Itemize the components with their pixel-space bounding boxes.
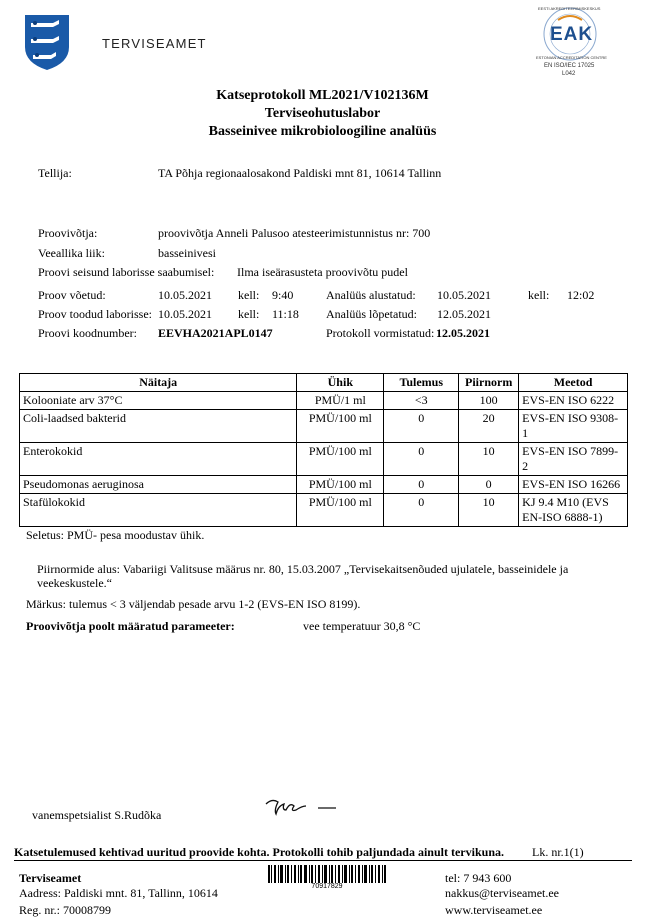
- eak-number: L042: [562, 71, 576, 77]
- markus-note: Märkus: tulemus < 3 väljendab pesade arvu 1-2 (EVS-EN ISO 8199).: [26, 597, 361, 611]
- footer-divider: [14, 860, 632, 861]
- lab-name: Terviseohutuslabor: [264, 106, 381, 121]
- parameter-label: Proovivõtja poolt määratud parameeter:: [26, 619, 235, 633]
- cell-meetod: KJ 9.4 M10 (EVS EN-ISO 6888-1): [519, 494, 628, 527]
- footer-address: Aadress: Paldiski mnt. 81, Tallinn, 10614: [19, 886, 218, 900]
- cell-meetod: EVS-EN ISO 6222: [519, 392, 628, 410]
- voetud-label: Proov võetud:: [38, 288, 106, 302]
- cell-tulemus: <3: [384, 392, 459, 410]
- cell-tulemus: 0: [384, 494, 459, 527]
- cell-meetod: EVS-EN ISO 9308-1: [519, 410, 628, 443]
- cell-naitaja: Kolooniate arv 37°C: [20, 392, 297, 410]
- header-naitaja: Näitaja: [20, 374, 297, 392]
- header-piirnorm: Piirnorm: [459, 374, 519, 392]
- table-row: [20, 392, 628, 410]
- alustatud-date: 10.05.2021: [437, 288, 491, 302]
- footer-reg: Reg. nr.: 70008799: [19, 903, 111, 917]
- lopetatud-label: Analüüs lõpetatud:: [326, 307, 417, 321]
- cell-piirnorm: 10: [459, 494, 519, 527]
- seisund-label: Proovi seisund laborisse saabumisel:: [38, 265, 215, 279]
- barcode-icon: [268, 865, 386, 883]
- seisund-value: Ilma iseärasusteta proovivõtu pudel: [237, 265, 408, 279]
- vormistatud-value: 12.05.2021: [436, 326, 490, 340]
- cell-piirnorm: 20: [459, 410, 519, 443]
- accreditation-logo: [524, 6, 616, 78]
- cell-naitaja: Coli-laadsed bakterid: [20, 410, 297, 443]
- vormistatud-label: Protokoll vormistatud:: [326, 326, 435, 340]
- toodud-date: 10.05.2021: [158, 307, 212, 321]
- footer-org: Terviseamet: [19, 871, 82, 885]
- voetud-date: 10.05.2021: [158, 288, 212, 302]
- eak-standard: EN ISO/IEC 17025: [544, 63, 595, 69]
- page-number: Lk. nr.1(1): [532, 845, 584, 859]
- footer-disclaimer: Katsetulemused kehtivad uuritud proovide kohta. Protokolli tohib paljundada ainult tervikuna.: [14, 845, 504, 859]
- table-row: [20, 476, 628, 494]
- protocol-title: Katseprotokoll ML2021/V102136M: [216, 88, 429, 103]
- cell-uhik: PMÜ/100 ml: [297, 494, 384, 527]
- proovivotja-value: proovivõtja Anneli Palusoo atesteerimistunnistus nr: 700: [158, 226, 431, 240]
- cell-tulemus: 0: [384, 476, 459, 494]
- parameter-value: vee temperatuur 30,8 °C: [303, 619, 421, 633]
- coat-of-arms-logo: [23, 13, 71, 71]
- eak-ring-bottom: ESTONIAN ACCREDITATION CENTRE: [536, 55, 607, 60]
- analysis-name: Basseinivee mikrobioloogiline analüüs: [208, 124, 437, 139]
- cell-naitaja: Pseudomonas aeruginosa: [20, 476, 297, 494]
- handwritten-signature: [262, 796, 342, 818]
- results-table: [19, 373, 628, 527]
- cell-piirnorm: 10: [459, 443, 519, 476]
- koodnumber-label: Proovi koodnumber:: [38, 326, 137, 340]
- barcode: [268, 865, 386, 891]
- barcode-number: 70917829: [311, 883, 343, 890]
- cell-meetod: EVS-EN ISO 16266: [519, 476, 628, 494]
- cell-tulemus: 0: [384, 443, 459, 476]
- veeallika-value: basseinivesi: [158, 246, 216, 260]
- seletus-note: Seletus: PMÜ- pesa moodustav ühik.: [26, 528, 205, 542]
- header-tulemus: Tulemus: [384, 374, 459, 392]
- header-uhik: Ühik: [297, 374, 384, 392]
- organization-name: TERVISEAMET: [102, 36, 207, 51]
- proovivotja-label: Proovivõtja:: [38, 226, 98, 240]
- lopetatud-date: 12.05.2021: [437, 307, 491, 321]
- cell-uhik: PMÜ/100 ml: [297, 410, 384, 443]
- voetud-time: 9:40: [272, 288, 294, 302]
- cell-meetod: EVS-EN ISO 7899-2: [519, 443, 628, 476]
- toodud-time: 11:18: [272, 307, 299, 321]
- piirnormid-note-line1: Piirnormide alus: Vabariigi Valitsuse määrus nr. 80, 15.03.2007 „Tervisekaitsenõuded ujulatele, basseinidele ja: [37, 562, 569, 576]
- signer-name: vanemspetsialist S.Rudõka: [32, 808, 162, 822]
- cell-naitaja: Stafülokokid: [20, 494, 297, 527]
- alustatud-kell-label: kell:: [528, 288, 550, 302]
- cell-uhik: PMÜ/100 ml: [297, 476, 384, 494]
- eak-ring-top: EESTI AKREDITEERIMISKESKUS: [538, 6, 601, 11]
- tellija-label: Tellija:: [38, 166, 72, 180]
- table-row: [20, 443, 628, 476]
- cell-piirnorm: 0: [459, 476, 519, 494]
- alustatud-label: Analüüs alustatud:: [326, 288, 416, 302]
- veeallika-label: Veeallika liik:: [38, 246, 105, 260]
- cell-uhik: PMÜ/1 ml: [297, 392, 384, 410]
- voetud-kell-label: kell:: [238, 288, 260, 302]
- koodnumber-value: EEVHA2021APL0147: [158, 326, 273, 340]
- table-header-row: [20, 374, 628, 392]
- header-meetod: Meetod: [519, 374, 628, 392]
- footer-email[interactable]: nakkus@terviseamet.ee: [445, 886, 560, 900]
- footer-web[interactable]: www.terviseamet.ee: [445, 903, 543, 917]
- alustatud-time: 12:02: [567, 288, 595, 302]
- eak-mark: EAK: [550, 24, 594, 45]
- toodud-label: Proov toodud laborisse:: [38, 307, 152, 321]
- cell-naitaja: Enterokokid: [20, 443, 297, 476]
- table-row: [20, 410, 628, 443]
- table-row: [20, 494, 628, 527]
- footer-tel: tel: 7 943 600: [445, 871, 512, 885]
- cell-tulemus: 0: [384, 410, 459, 443]
- cell-piirnorm: 100: [459, 392, 519, 410]
- toodud-kell-label: kell:: [238, 307, 260, 321]
- cell-uhik: PMÜ/100 ml: [297, 443, 384, 476]
- tellija-value: TA Põhja regionaalosakond Paldiski mnt 81, 10614 Tallinn: [158, 166, 442, 180]
- piirnormid-note-line2: veekeskustele.“: [37, 576, 112, 590]
